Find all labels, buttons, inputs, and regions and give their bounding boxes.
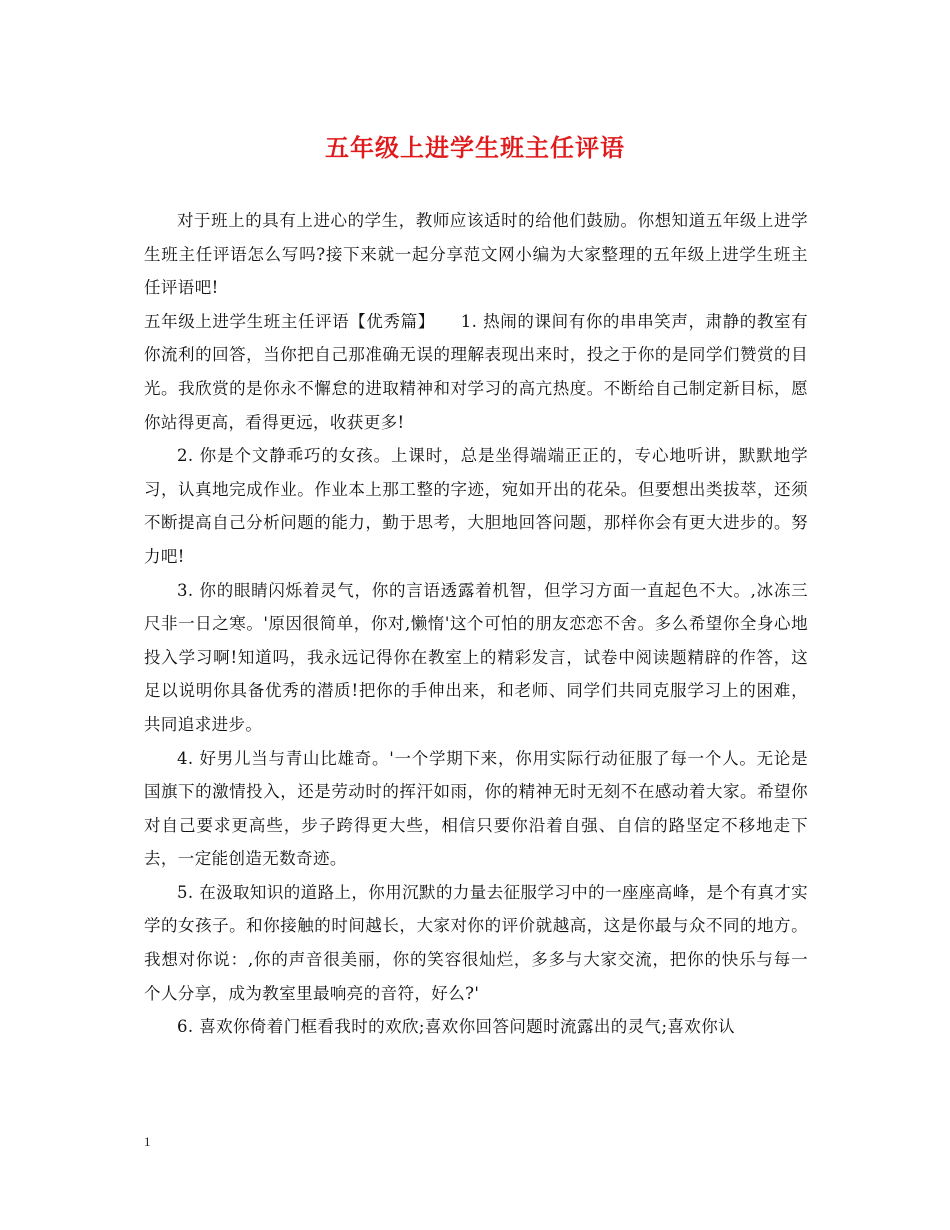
document-body: [144, 204, 808, 1044]
section-heading-paragraph: 五年级上进学生班主任评语【优秀篇】 1. 热闹的课间有你的串串笑声，肃静的教室有你流利的回答，当你把自己那准确无误的理解表现出来时，投之于你的是同学们赞赏的目光。我欣赏的是你永不懈怠的进取精神和对学习的高亢热度。不断给自己制定新目标，愿你站得更高，看得更远，收获更多!: [144, 311, 808, 432]
comment-paragraph-3: 3. 你的眼睛闪烁着灵气，你的言语透露着机智，但学习方面一直起色不大。,冰冻三尺非一日之寒。'原因很简单，你对,懒惰'这个可怕的朋友恋恋不舍。多么希望你全身心地投入学习啊!知道吗，我永远记得你在教室上的精彩发言，试卷中阅读题精辟的作答，这足以说明你具备优秀的潜质!把你的手伸出来，和老师、同学们共同克服学习上的困难，共同追求进步。: [144, 580, 808, 734]
page-number: 1: [144, 1134, 151, 1149]
page-title: 五年级上进学生班主任评语: [325, 133, 625, 162]
comment-paragraph-4: 4. 好男儿当与青山比雄奇。'一个学期下来，你用实际行动征服了每一个人。无论是国旗下的激情投入，还是劳动时的挥汗如雨，你的精神无时无刻不在感动着大家。希望你对自己要求更高些，步子跨得更大些，相信只要你沿着自强、自信的路坚定不移地走下去，一定能创造无数奇迹。: [144, 748, 808, 869]
comment-paragraph-5: 5. 在汲取知识的道路上，你用沉默的力量去征服学习中的一座座高峰，是个有真才实学的女孩子。和你接触的时间越长，大家对你的评价就越高，这是你最与众不同的地方。我想对你说：,你的声音很美丽，你的笑容很灿烂，多多与大家交流，把你的快乐与每一个人分享，成为教室里最响亮的音符，好么?': [144, 882, 808, 1003]
comment-paragraph-6: 6. 喜欢你倚着门框看我时的欢欣;喜欢你回答问题时流露出的灵气;喜欢你认: [177, 1017, 736, 1037]
intro-paragraph: 对于班上的具有上进心的学生，教师应该适时的给他们鼓励。你想知道五年级上进学生班主任评语怎么写吗?接下来就一起分享范文网小编为大家整理的五年级上进学生班主任评语吧!: [144, 211, 808, 298]
comment-paragraph-2: 2. 你是个文静乖巧的女孩。上课时，总是坐得端端正正的，专心地听讲，默默地学习，认真地完成作业。作业本上那工整的字迹，宛如开出的花朵。但要想出类拔萃，还须不断提高自己分析问题的能力，勤于思考，大胆地回答问题，那样你会有更大进步的。努力吧!: [144, 446, 808, 566]
